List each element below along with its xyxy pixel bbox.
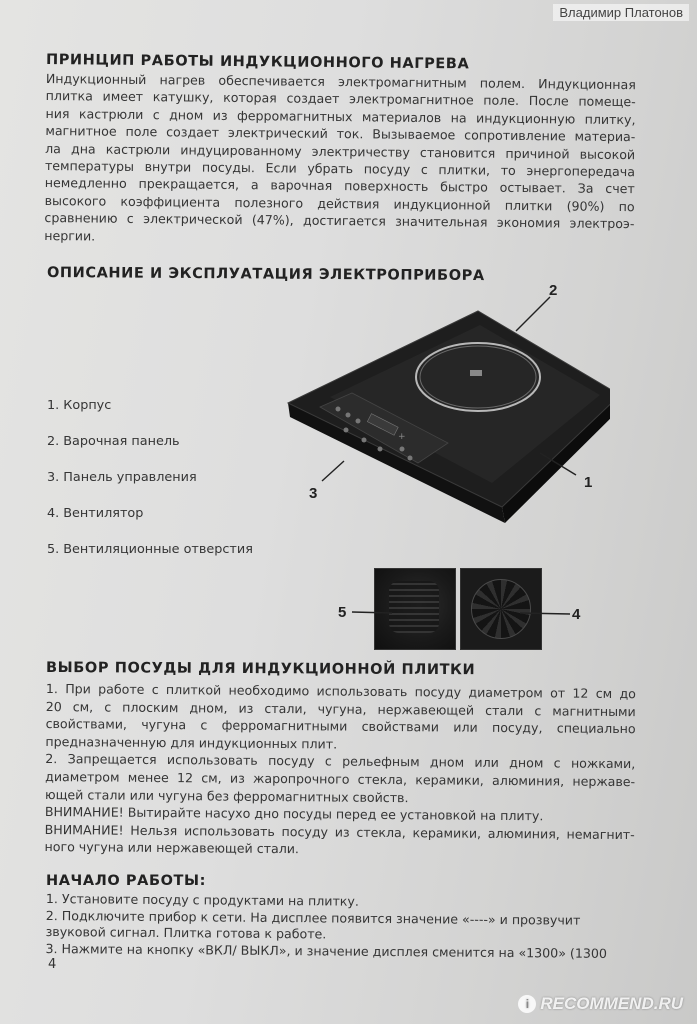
text-line: 20 см, с плоским дном, из стали, чугуна, нержавеющей стали с магнитными bbox=[45, 698, 636, 719]
part-item-vents: 5. Вентиляционные отверстия bbox=[47, 542, 253, 557]
page-number: 4 bbox=[48, 957, 57, 972]
author-label[interactable]: Владимир Платонов bbox=[553, 4, 689, 21]
text-line: плитка имеет катушку, которая создает электромагнитное поле. После помеще- bbox=[45, 88, 636, 110]
text-line: предназначенную для индукционных плит. bbox=[45, 733, 338, 752]
section-title-cookware: ВЫБОР ПОСУДЫ ДЛЯ ИНДУКЦИОННОЙ ПЛИТКИ bbox=[45, 660, 476, 679]
plus-minus-label: + bbox=[398, 432, 406, 442]
text-line: ного чугуна или нержавеющей стали. bbox=[44, 839, 300, 857]
part-item-cooking-panel: 2. Варочная панель bbox=[47, 434, 180, 449]
text-line: немедленно прекращается, а варочная поверхность быстро остывает. За счет bbox=[44, 175, 635, 197]
text-line: нергии. bbox=[44, 227, 96, 244]
step-line: 3. Нажмите на кнопку «ВКЛ/ ВЫКЛ», и значение дисплея сменится на «1300» (1300 bbox=[45, 940, 607, 961]
section-title-description: ОПИСАНИЕ И ЭКСПЛУАТАЦИЯ ЭЛЕКТРОПРИБОРА bbox=[46, 265, 485, 285]
text-line: Индукционный нагрев обеспечивается электромагнитным полем. Индукционная bbox=[45, 70, 636, 93]
recommend-watermark bbox=[518, 994, 683, 1014]
section-getting-started-text bbox=[45, 891, 636, 963]
text-line: ла дна кастрюли индуцированному электричеству становится причиной высокой bbox=[45, 140, 636, 162]
step-line: звуковой сигнал. Плитка готова к работе. bbox=[45, 924, 327, 942]
text-line: свойствами, чугуна с ферромагнитными свойствами или посуду, специально bbox=[45, 716, 636, 737]
warning-line: ВНИМАНИЕ! Нельзя использовать посуду из стекла, керамики, алюминия, немагнит- bbox=[44, 821, 635, 842]
callout-3: 3 bbox=[309, 485, 318, 502]
text-line: температуры внутри посуды. Если убрать посуду с плитки, то энергопередача bbox=[44, 158, 636, 180]
step-line: 2. Подключите прибор к сети. На дисплее появится значение «----» и прозвучит bbox=[45, 907, 581, 928]
text-line: ющей стали или чугуна без ферромагнитных свойств. bbox=[44, 786, 409, 805]
text-line: ния кастрюли с дном из ферромагнитных материалов на индукционную плитку, bbox=[45, 105, 636, 127]
callout-5: 5 bbox=[338, 604, 347, 621]
section-title-induction-principle: ПРИНЦИП РАБОТЫ ИНДУКЦИОННОГО НАГРЕВА bbox=[45, 52, 470, 73]
text-line: высокого коэффициента полезного действия индукционной плитки (90%) по bbox=[44, 192, 635, 215]
step-line: 1. Установите посуду с продуктами на плитку. bbox=[45, 891, 359, 909]
recommend-logo-icon: i bbox=[518, 995, 536, 1013]
part-item-housing: 1. Корпус bbox=[47, 398, 112, 413]
callout-2: 2 bbox=[549, 282, 558, 299]
callout-4: 4 bbox=[572, 606, 581, 623]
text-line: магнитное поле создает электрический ток. Вызываемое сопротивление материа- bbox=[45, 123, 636, 145]
part-item-control-panel: 3. Панель управления bbox=[47, 470, 197, 485]
watermark-text: RECOMMEND.RU bbox=[540, 994, 683, 1013]
section-title-getting-started: НАЧАЛО РАБОТЫ: bbox=[46, 873, 207, 889]
callout-1: 1 bbox=[584, 474, 593, 491]
text-line: 1. При работе с плиткой необходимо использовать посуду диаметром от 12 см до bbox=[45, 680, 636, 702]
part-item-fan: 4. Вентилятор bbox=[47, 506, 144, 521]
text-line: сравнению с электрической (47%), достигается значительная экономия электроэ- bbox=[44, 210, 635, 232]
section-cookware-text bbox=[44, 680, 636, 861]
text-line: диаметром менее 12 см, из жаропрочного стекла, керамики, алюминия, нержаве- bbox=[45, 768, 636, 790]
warning-line: ВНИМАНИЕ! Вытирайте насухо дно посуды перед ее установкой на плиту. bbox=[44, 804, 544, 824]
text-line: 2. Запрещается использовать посуду с рельефным дном или дном с ножками, bbox=[45, 751, 636, 772]
